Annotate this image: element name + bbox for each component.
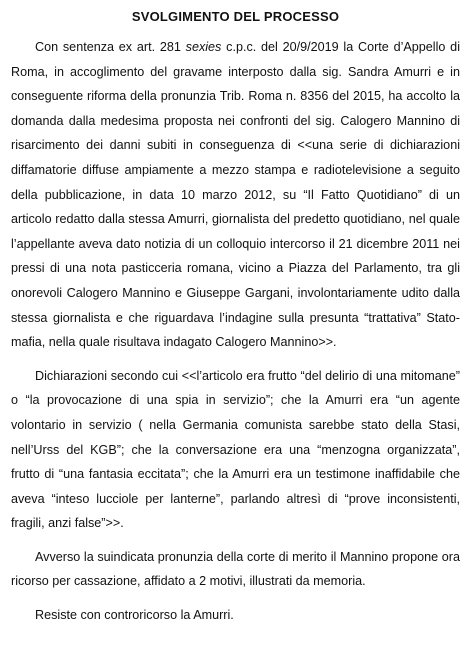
paragraph-dichiarazioni: Dichiarazioni secondo cui <<l’articolo era frutto “del delirio di una mitomane” o “la provocazione di una spia in servizio”; che la Amurri era “un agente volontario in servizio ( nella Germania comunista sarebbe stato della Stasi, nell’Urss del KGB”; che la conversazione era una “menzogna organizzata”, frutto di “una fantasia eccitata”; che la Amurri era un testimone inaffidabile che aveva “inteso lucciole per lanterne”, parlando altresì di “prove inconsistenti, fragili, anzi false”>>. <box>11 368 460 531</box>
paragraph-ricorso: Avverso la suindicata pronunzia della corte di merito il Mannino propone ora ricorso per cassazione, affidato a 2 motivi, illustrati da memoria. <box>11 549 460 589</box>
section-title: SVOLGIMENTO DEL PROCESSO <box>131 9 340 24</box>
paragraph-sentenza-italic: sexies <box>185 40 222 54</box>
paragraph-sentenza <box>11 35 460 355</box>
paragraph-sentenza-text-end: c.p.c. del 20/9/2019 la Corte d’Appello di Roma, in accoglimento del gravame interposto dalla sig. Sandra Amurri e in conseguente riforma della pronunzia Trib. Roma n. 8356 del 2015, ha accolto la domanda dalla medesima proposta nei confronti del sig. Calogero Mannino di risarcimento dei danni subiti in conseguenza di <<una serie di dichiarazioni diffamatorie diffuse ampiamente a mezzo stampa e radiotelevisione a seguito della pubblicazione, in data 10 marzo 2012, su “Il Fatto Quotidiano” di un articolo redatto dalla stessa Amurri, giornalista del predetto quotidiano, nel quale l’appellante aveva dato notizia di un colloquio intercorso il 21 dicembre 2011 nei pressi di una nota pasticceria romana, vicino a Piazza del Parlamento, tra gli onorevoli Calogero Mannino e Giuseppe Gargani, involontariamente udito dalla stessa giornalista e che riguardava l’indagine sulla presunta “trattativa” Stato-mafia, nella quale risultava indagato Calogero Mannino>>. <box>11 40 460 350</box>
paragraph-controricorso: Resiste con controricorso la Amurri. <box>35 608 234 623</box>
paragraph-sentenza-text-start: Con sentenza ex art. 281 <box>35 40 186 54</box>
